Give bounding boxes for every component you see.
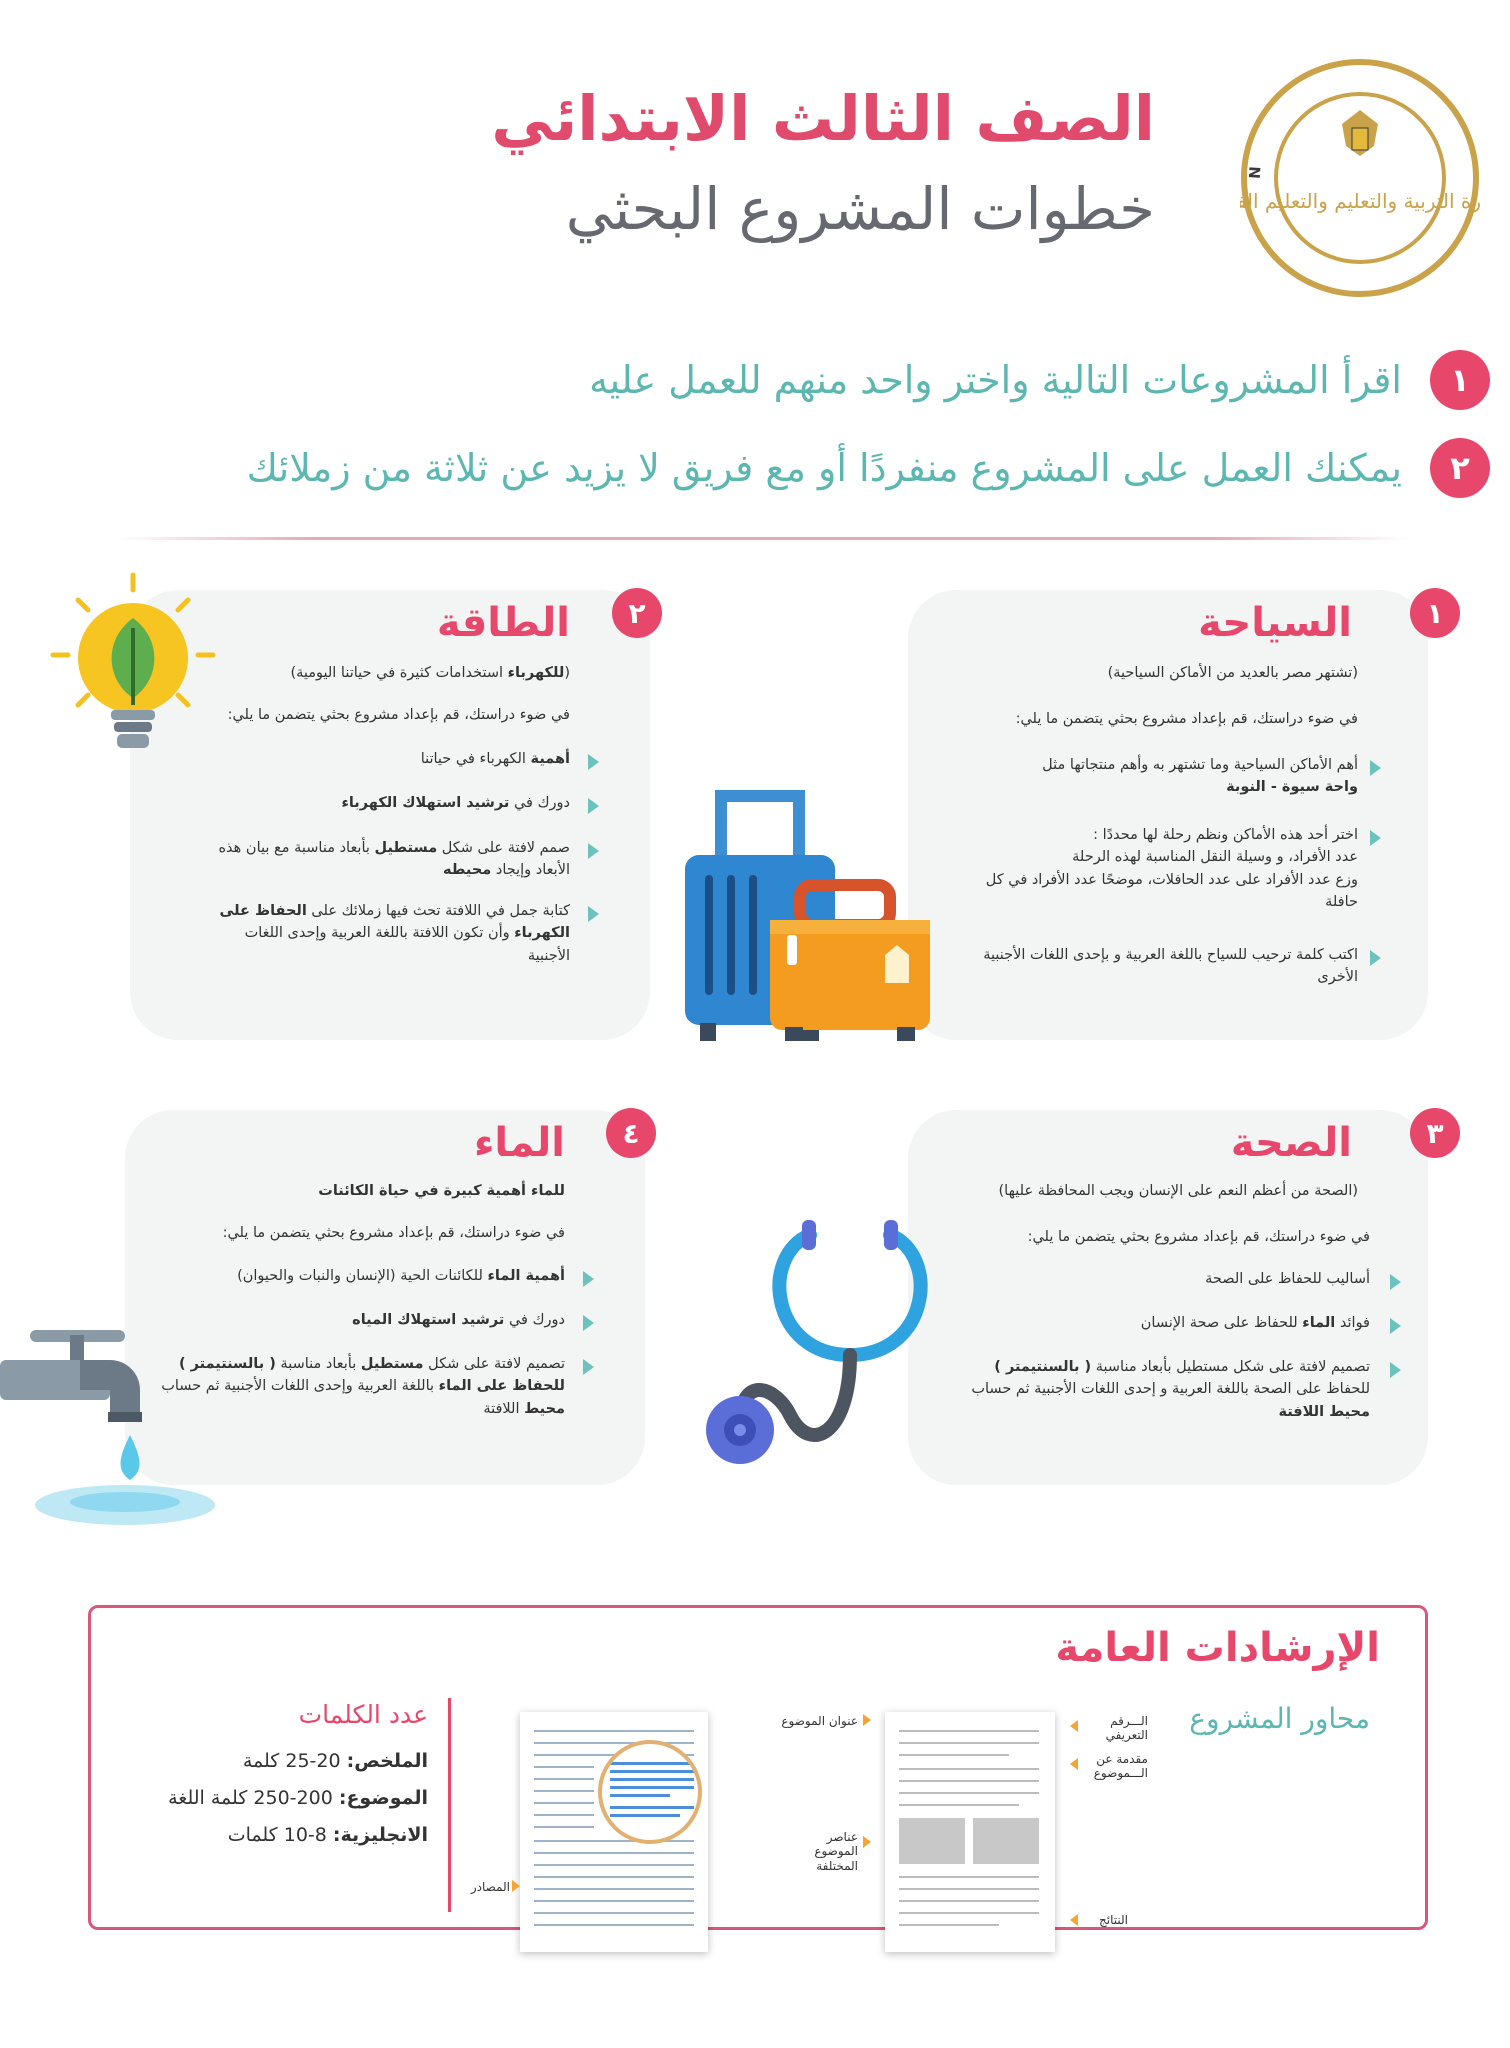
bullet-icon bbox=[583, 1315, 594, 1331]
label-elements: عناصر الموضوع المختلفة bbox=[814, 1830, 858, 1873]
card-intro: (للكهرباء استخدامات كثيرة في حياتنا اليومية) bbox=[290, 665, 570, 681]
card-number: ١ bbox=[1410, 588, 1460, 638]
word-count-topic: الموضوع: 200-250 كلمة اللغة bbox=[168, 1787, 428, 1809]
card-lead: في ضوء دراستك، قم بإعداد مشروع بحثي يتضمن ما يلي: bbox=[1027, 1229, 1370, 1245]
bullet-icon bbox=[588, 798, 599, 814]
card-item: دورك في ترشيد استهلاك الكهرباء bbox=[341, 795, 570, 811]
stethoscope-icon bbox=[700, 1215, 960, 1475]
step-number: ٢ bbox=[1430, 438, 1490, 498]
card-health bbox=[908, 1110, 1428, 1485]
bullet-icon bbox=[1390, 1362, 1401, 1378]
bullet-icon bbox=[1370, 830, 1381, 846]
project-axes-title: محاور المشروع bbox=[1189, 1702, 1370, 1735]
ministry-seal-icon bbox=[1240, 58, 1480, 298]
guidelines-title: الإرشادات العامة bbox=[1055, 1625, 1380, 1671]
card-lead: في ضوء دراستك، قم بإعداد مشروع بحثي يتضمن ما يلي: bbox=[227, 707, 570, 723]
card-item: كتابة جمل في اللافتة تحث فيها زملائك على الحفاظ على الكهرباء وأن تكون اللافتة باللغة العربية وإحدى اللغات الأجنبية bbox=[219, 903, 570, 964]
pointer-icon bbox=[863, 1714, 871, 1726]
section-divider bbox=[118, 537, 1408, 540]
bullet-icon bbox=[588, 843, 599, 859]
bullet-icon bbox=[583, 1271, 594, 1287]
label-results: النتائج bbox=[1099, 1913, 1128, 1927]
label-sources: المصادر bbox=[470, 1880, 510, 1894]
bullet-icon bbox=[1390, 1318, 1401, 1334]
card-item: اكتب كلمة ترحيب للسياح باللغة العربية و بإحدى اللغات الأجنبية الأخرى bbox=[983, 947, 1358, 986]
card-title: الطاقة bbox=[436, 600, 570, 646]
label-intro: مقدمة عن الـــموضوع bbox=[1093, 1752, 1148, 1781]
card-item: فوائد الماء للحفاظ على صحة الإنسان bbox=[1140, 1315, 1370, 1331]
card-number: ٣ bbox=[1410, 1108, 1460, 1158]
bullet-icon bbox=[583, 1359, 594, 1375]
step-1 bbox=[40, 340, 1490, 420]
card-title: السياحة bbox=[1198, 600, 1352, 646]
pointer-icon bbox=[1070, 1720, 1078, 1732]
card-item: تصميم لافتة على شكل مستطيل بأبعاد مناسبة ( بالسنتيمتر ) للحفاظ على الماء باللغة العربية وإحدى اللغات الأجنبية ثم حساب محيط اللافتة bbox=[161, 1356, 565, 1417]
card-item: دورك في ترشيد استهلاك المياه bbox=[352, 1312, 565, 1328]
card-item: اختر أحد هذه الأماكن ونظم رحلة لها محددًا : عدد الأفراد، و وسيلة النقل المناسبة لهذه الرحلة وزع عدد الأفراد على عدد الحافلات، موضحًا عدد الأفراد في كل حافلة bbox=[985, 827, 1358, 911]
word-count-divider bbox=[448, 1698, 451, 1912]
bullet-icon bbox=[1370, 950, 1381, 966]
card-lead: في ضوء دراستك، قم بإعداد مشروع بحثي يتضمن ما يلي: bbox=[222, 1225, 565, 1241]
step-text: يمكنك العمل على المشروع منفردًا أو مع فريق لا يزيد عن ثلاثة من زملائك bbox=[246, 446, 1402, 490]
seal-arabic: رة التربية والتعليم والتعليم ال bbox=[1246, 189, 1480, 213]
step-2 bbox=[40, 428, 1490, 508]
bullet-icon bbox=[588, 906, 599, 922]
card-item: صمم لافتة على شكل مستطيل بأبعاد مناسبة مع بيان هذه الأبعاد وإيجاد محيطه bbox=[218, 840, 570, 879]
card-number: ٤ bbox=[606, 1108, 656, 1158]
card-item: أهم الأماكن السياحية وما تشتهر به وأهم منتجاتها مثل واحة سيوة - النوبة bbox=[1042, 757, 1358, 796]
step-number: ١ bbox=[1430, 350, 1490, 410]
card-item: أهمية الكهرباء في حياتنا bbox=[420, 751, 570, 767]
page-title: الصف الثالث الابتدائي bbox=[491, 82, 1155, 155]
word-count-title: عدد الكلمات bbox=[298, 1700, 428, 1729]
water-tap-icon bbox=[0, 1310, 220, 1530]
document-icon bbox=[885, 1712, 1055, 1952]
word-count-summary: الملخص: 20-25 كلمة bbox=[242, 1750, 428, 1772]
card-title: الصحة bbox=[1230, 1120, 1352, 1166]
card-title: الماء bbox=[473, 1120, 565, 1166]
pointer-icon bbox=[1070, 1758, 1078, 1770]
bullet-icon bbox=[588, 754, 599, 770]
page-subtitle: خطوات المشروع البحثي bbox=[565, 175, 1155, 243]
label-id-number: الـــرقم التعريفي bbox=[1105, 1714, 1148, 1743]
seal-text: N bbox=[1245, 164, 1265, 180]
card-lead: في ضوء دراستك، قم بإعداد مشروع بحثي يتضمن ما يلي: bbox=[1015, 711, 1358, 727]
label-topic-title: عنوان الموضوع bbox=[781, 1714, 858, 1728]
card-item: أساليب للحفاظ على الصحة bbox=[1205, 1271, 1370, 1287]
step-text: اقرأ المشروعات التالية واختر واحد منهم للعمل عليه bbox=[589, 358, 1402, 402]
bullet-icon bbox=[1390, 1274, 1401, 1290]
word-count-english: الانجليزية: 8-10 كلمات bbox=[227, 1824, 428, 1846]
card-intro: (تشتهر مصر بالعديد من الأماكن السياحية) bbox=[1107, 665, 1358, 681]
card-intro: (الصحة من أعظم النعم على الإنسان ويجب المحافظة عليها) bbox=[998, 1183, 1358, 1199]
card-number: ٢ bbox=[612, 588, 662, 638]
bullet-icon bbox=[1370, 760, 1381, 776]
card-intro: للماء أهمية كبيرة في حياة الكائنات bbox=[318, 1183, 565, 1199]
pointer-icon bbox=[863, 1836, 871, 1848]
pointer-icon bbox=[1070, 1914, 1078, 1926]
magnifier-icon bbox=[598, 1740, 702, 1844]
pointer-icon bbox=[512, 1880, 520, 1892]
card-item: أهمية الماء للكائنات الحية (الإنسان والنبات والحيوان) bbox=[237, 1268, 565, 1284]
luggage-icon bbox=[685, 785, 935, 1045]
document-icon bbox=[520, 1712, 708, 1952]
lightbulb-icon bbox=[48, 570, 218, 760]
card-item: تصميم لافتة على شكل مستطيل بأبعاد مناسبة ( بالسنتيمتر ) للحفاظ على الصحة باللغة العربية و إحدى اللغات الأجنبية ثم حساب محيط اللافتة bbox=[971, 1359, 1370, 1420]
